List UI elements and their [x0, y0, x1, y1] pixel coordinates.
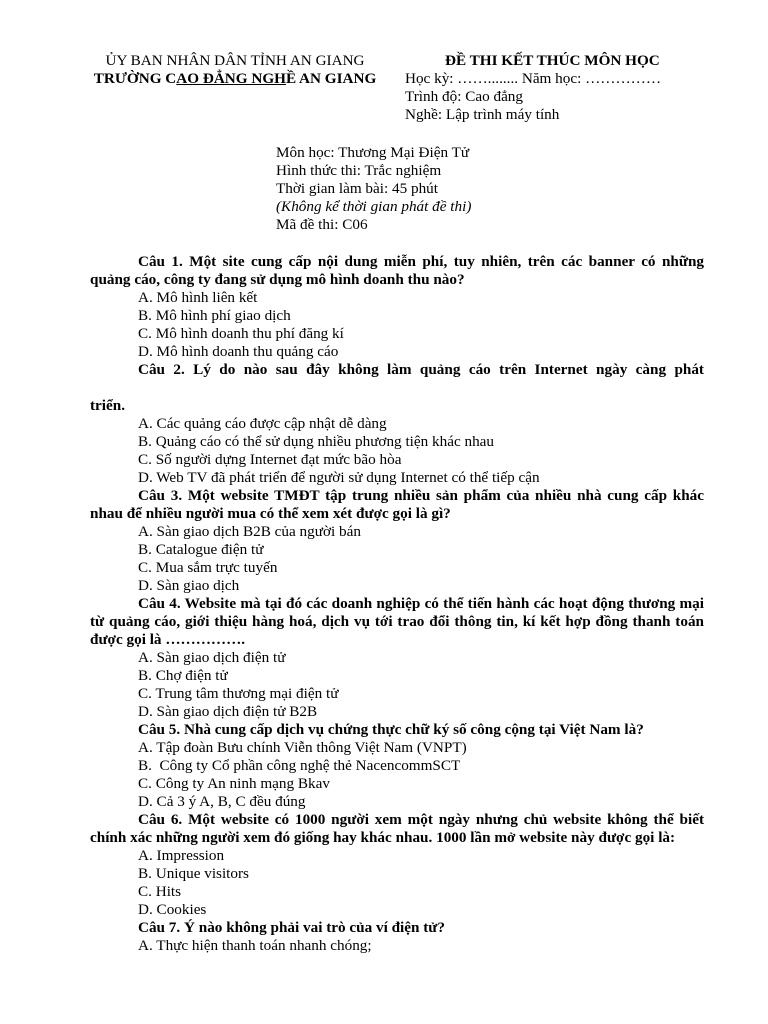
exam-info	[276, 144, 696, 234]
exam-code: Mã đề thi: C06	[276, 216, 368, 233]
question-1-option-a: A. Mô hình liên kết	[138, 289, 258, 306]
question-2-continued: triển.	[90, 397, 126, 414]
question-5: Câu 5. Nhà cung cấp dịch vụ chứng thực chữ ký số công cộng tại Việt Nam là?	[138, 721, 644, 738]
question-4-option-d: D. Sàn giao dịch điện tử B2B	[138, 703, 318, 720]
term-year: Học kỳ: ……........ Năm học: ……………	[405, 70, 662, 87]
question-3: Câu 3. Một website TMĐT tập trung nhiều sản phẩm của nhiều nhà cung cấp khác nhau để nhiều người mua có thể xem xét được gọi là gì?	[90, 487, 704, 522]
question-1-option-d: D. Mô hình doanh thu quảng cáo	[138, 343, 339, 360]
question-5-option-a: A. Tập đoàn Bưu chính Viễn thông Việt Nam (VNPT)	[138, 739, 467, 756]
question-2-option-c: C. Số người dựng Internet đạt mức bão hòa	[138, 451, 402, 468]
question-5-option-b: B. Công ty Cổ phần công nghệ thẻ NacencommSCT	[138, 757, 461, 774]
question-3-option-a: A. Sàn giao dịch B2B của người bán	[138, 523, 361, 540]
level: Trình độ: Cao đẳng	[405, 88, 523, 105]
question-7-option-a: A. Thực hiện thanh toán nhanh chóng;	[138, 937, 372, 954]
school-name	[75, 70, 395, 88]
question-6-option-b: B. Unique visitors	[138, 865, 249, 882]
exam-title: ĐỀ THI KẾT THÚC MÔN HỌC	[445, 52, 660, 69]
committee-name: ỦY BAN NHÂN DÂN TỈNH AN GIANG	[105, 52, 365, 69]
duration: Thời gian làm bài: 45 phút	[276, 180, 438, 197]
question-1-option-b: B. Mô hình phí giao dịch	[138, 307, 291, 324]
question-2-gap	[90, 379, 704, 397]
question-2: Câu 2. Lý do nào sau đây không làm quảng cáo trên Internet ngày càng phát	[138, 361, 704, 378]
question-4-option-a: A. Sàn giao dịch điện tử	[138, 649, 286, 666]
question-list	[90, 253, 704, 955]
subject: Môn học: Thương Mại Điện Tử	[276, 144, 470, 161]
exam-header	[405, 52, 735, 124]
school-name-underlined: AO ĐẲNG NGH	[176, 70, 286, 87]
question-4: Câu 4. Website mà tại đó các doanh nghiệp có thể tiến hành các hoạt động thương mại từ quảng cáo, giới thiệu hàng hoá, dịch vụ tới trao đổi thông tin, kí kết hợp đồng thanh toán được gọi là …………….	[90, 595, 704, 648]
question-1: Câu 1. Một site cung cấp nội dung miễn phí, tuy nhiên, trên các banner có những quảng cáo, công ty đang sử dụng mô hình doanh thu nào?	[90, 253, 704, 288]
question-7: Câu 7. Ý nào không phải vai trò của ví điện tử?	[138, 919, 446, 936]
question-2-option-d: D. Web TV đã phát triển để người sử dụng Internet có thể tiếp cận	[138, 469, 540, 486]
question-6-option-c: C. Hits	[138, 883, 182, 900]
question-4-option-b: B. Chợ điện tử	[138, 667, 228, 684]
question-2-option-a: A. Các quảng cáo được cập nhật dễ dàng	[138, 415, 387, 432]
question-5-option-c: C. Công ty An ninh mạng Bkav	[138, 775, 330, 792]
school-name-part2: Ề AN GIANG	[285, 70, 377, 87]
question-6: Câu 6. Một website có 1000 người xem một ngày nhưng chủ website không thể biết chính xác những người xem đó giống hay khác nhau. 1000 lần mở website này được gọi là:	[90, 811, 704, 846]
question-6-option-d: D. Cookies	[138, 901, 207, 918]
question-5-option-d: D. Cả 3 ý A, B, C đều đúng	[138, 793, 306, 810]
question-3-option-c: C. Mua sắm trực tuyến	[138, 559, 278, 576]
school-name-part1: TRƯỜNG C	[93, 70, 177, 87]
institution-header	[75, 52, 395, 88]
major: Nghề: Lập trình máy tính	[405, 106, 560, 123]
exam-format: Hình thức thi: Trắc nghiệm	[276, 162, 442, 179]
duration-note: (Không kể thời gian phát đề thi)	[276, 198, 472, 215]
question-3-option-b: B. Catalogue điện tử	[138, 541, 264, 558]
question-3-option-d: D. Sàn giao dịch	[138, 577, 240, 594]
question-1-option-c: C. Mô hình doanh thu phí đăng kí	[138, 325, 344, 342]
question-6-option-a: A. Impression	[138, 847, 225, 864]
question-2-option-b: B. Quảng cáo có thể sử dụng nhiều phương tiện khác nhau	[138, 433, 495, 450]
question-4-option-c: C. Trung tâm thương mại điện tử	[138, 685, 339, 702]
